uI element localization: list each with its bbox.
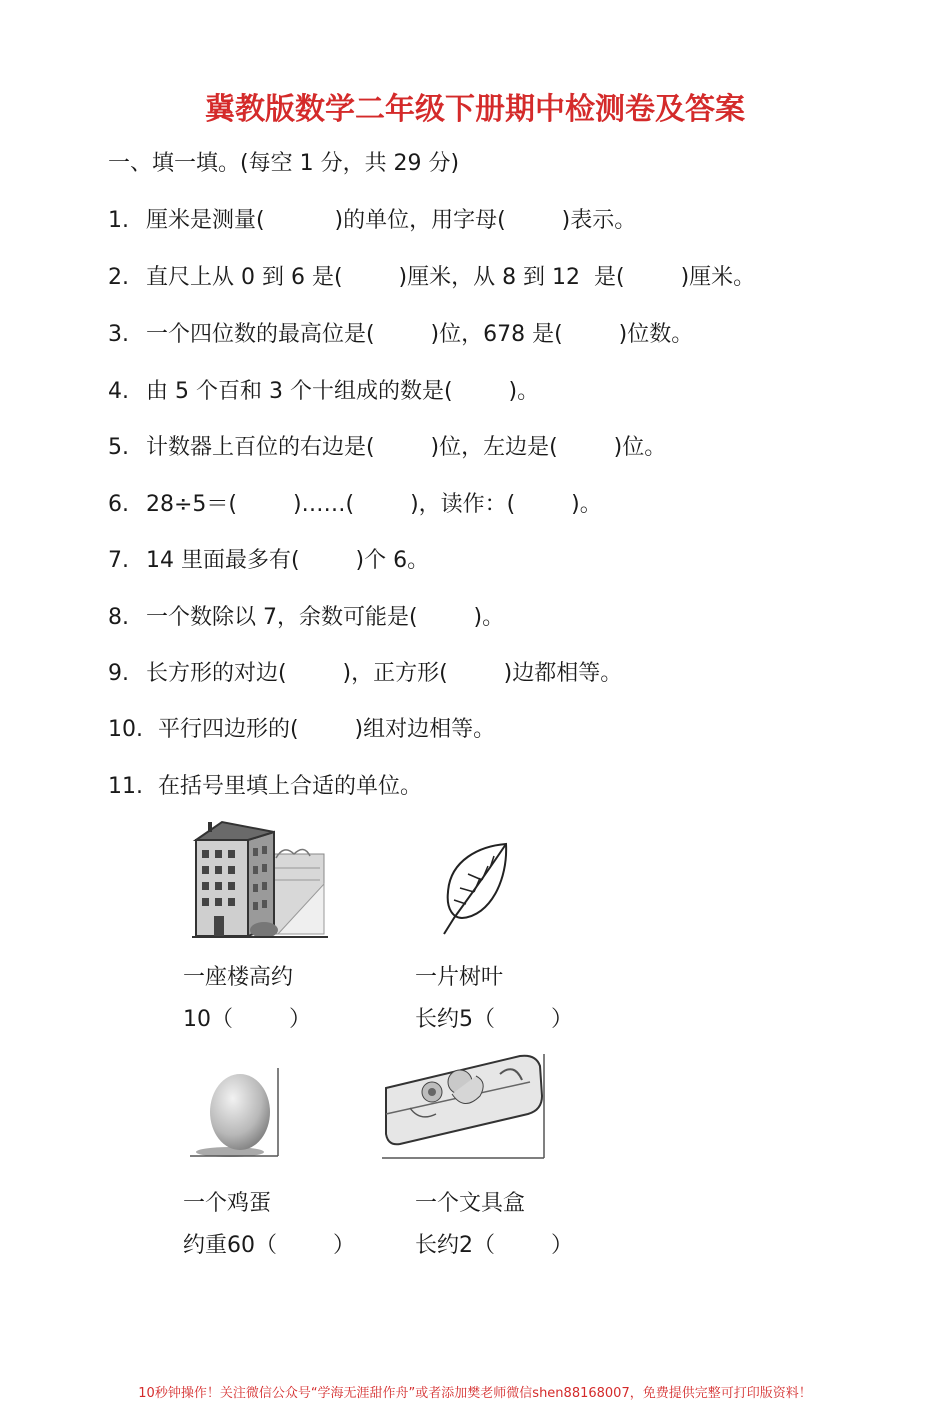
leaf-image — [440, 840, 510, 938]
section-heading: 一、填一填。(每空 1 分，共 29 分) — [108, 151, 460, 176]
question-text: 长方形的对边( )，正方形( )边都相等。 — [146, 661, 623, 686]
item-pencil-box-label: 一个文具盒 — [415, 1191, 526, 1216]
question-text: 在括号里填上合适的单位。 — [158, 774, 423, 799]
question-number: 5. — [108, 435, 129, 460]
item-leaf-blank: 长约5（ ） — [415, 1007, 573, 1032]
building-image — [190, 818, 330, 940]
question-text: 厘米是测量( )的单位，用字母( )表示。 — [146, 208, 637, 233]
question-text: 直尺上从 0 到 6 是( )厘米，从 8 到 12 是( )厘米。 — [146, 265, 756, 290]
footer-notice: 10秒钟操作！关注微信公众号“学海无涯甜作舟”或者添加樊老师微信shen88168007，免费提供完整可打印版资料！ — [138, 1386, 812, 1401]
question-9 — [108, 656, 622, 687]
question-5 — [108, 430, 666, 461]
question-text: 计数器上百位的右边是( )位，左边是( )位。 — [146, 435, 667, 460]
question-text: 14 里面最多有( )个 6。 — [146, 548, 430, 573]
egg-image — [186, 1066, 282, 1158]
question-number: 3. — [108, 322, 129, 347]
item-pencil-box-blank: 长约2（ ） — [415, 1233, 573, 1258]
question-number: 2. — [108, 265, 129, 290]
item-building-label: 一座楼高约 — [183, 965, 294, 990]
question-number: 9. — [108, 661, 129, 686]
page-title: 冀教版数学二年级下册期中检测卷及答案 — [205, 92, 745, 127]
question-number: 7. — [108, 548, 129, 573]
question-8 — [108, 600, 504, 631]
item-egg-blank: 约重60（ ） — [183, 1233, 355, 1258]
question-1 — [108, 203, 636, 234]
question-4 — [108, 374, 539, 405]
question-text: 由 5 个百和 3 个十组成的数是( )。 — [146, 379, 540, 404]
pencil-box-image — [380, 1052, 546, 1160]
question-text: 28÷5＝( )……( )，读作：( )。 — [146, 492, 602, 517]
item-building-blank: 10（ ） — [183, 1007, 311, 1032]
question-text: 平行四边形的( )组对边相等。 — [158, 717, 496, 742]
question-6 — [108, 487, 602, 518]
question-number: 8. — [108, 605, 129, 630]
question-text: 一个数除以 7，余数可能是( )。 — [146, 605, 505, 630]
question-11 — [108, 769, 422, 800]
question-number: 6. — [108, 492, 129, 517]
item-leaf-label: 一片树叶 — [415, 965, 504, 990]
question-number: 11. — [108, 774, 143, 799]
question-10 — [108, 712, 495, 743]
question-text: 一个四位数的最高位是( )位，678 是( )位数。 — [146, 322, 694, 347]
question-2 — [108, 260, 755, 291]
question-number: 1. — [108, 208, 129, 233]
question-number: 10. — [108, 717, 143, 742]
question-number: 4. — [108, 379, 129, 404]
item-egg-label: 一个鸡蛋 — [183, 1191, 272, 1216]
question-3 — [108, 317, 693, 348]
question-7 — [108, 543, 429, 574]
